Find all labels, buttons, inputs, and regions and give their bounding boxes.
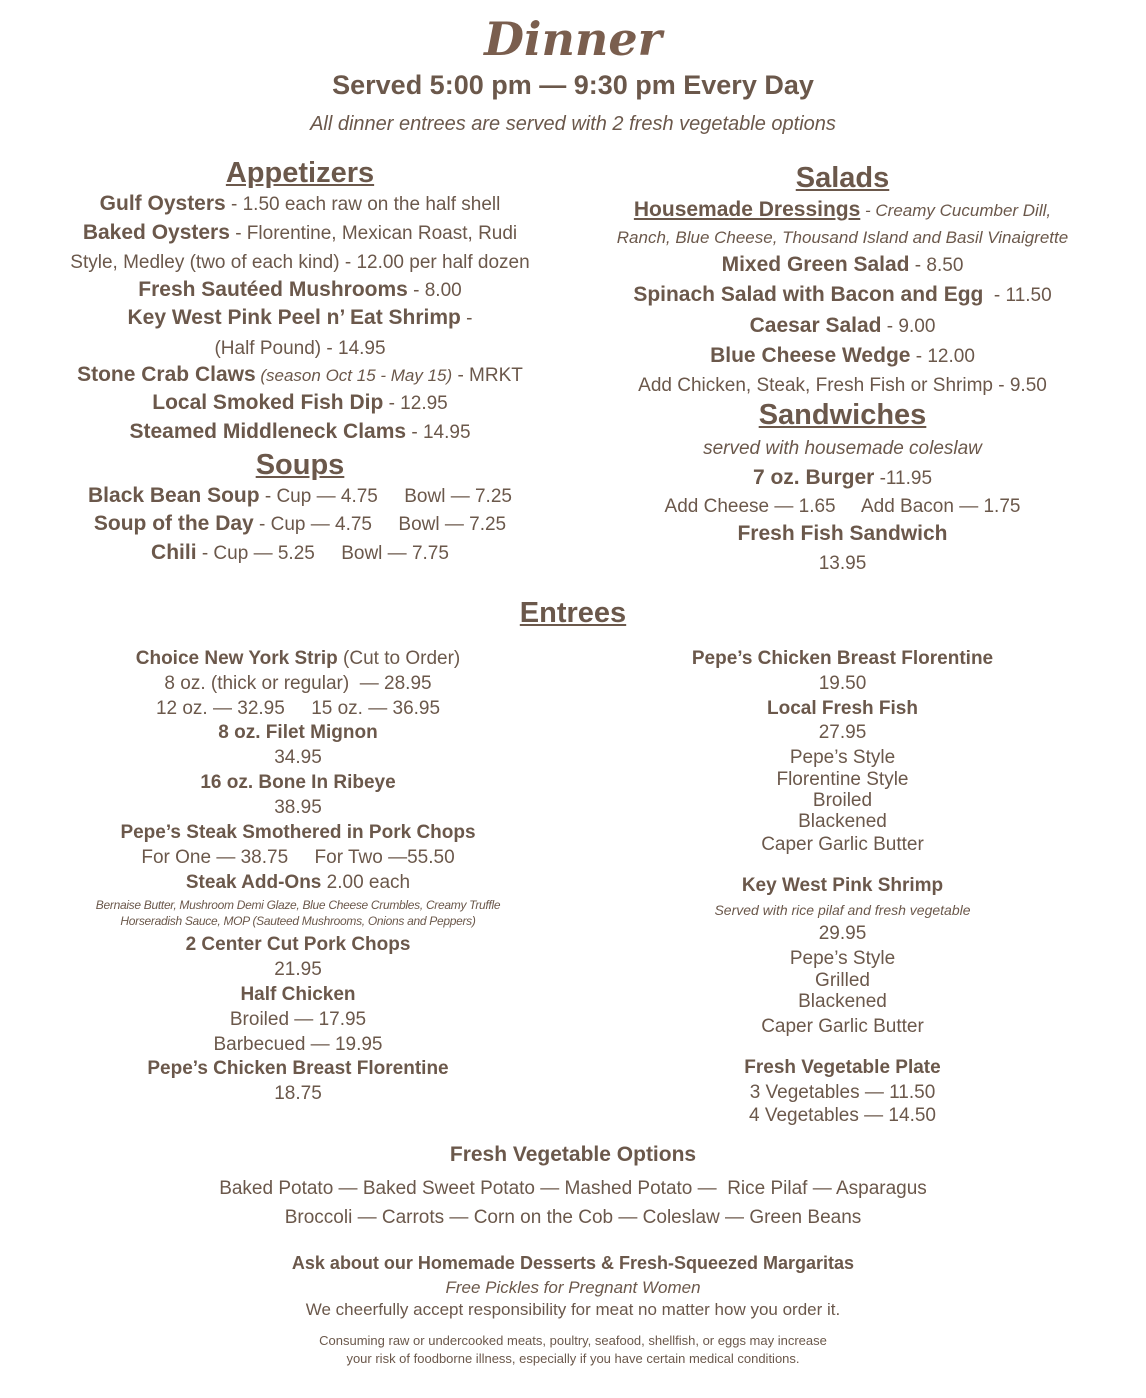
menu-item-gulf-oysters bbox=[40, 192, 560, 216]
menu-item-chili bbox=[40, 541, 560, 565]
item-name: Baked Oysters bbox=[82, 221, 230, 244]
burger-addons bbox=[590, 496, 1095, 518]
item-price: - Cup — 4.75 Bowl — 7.25 bbox=[259, 486, 512, 507]
item-price: 27.95 bbox=[818, 722, 867, 743]
item-price: - 12.95 bbox=[383, 393, 448, 414]
item-price: - 8.00 bbox=[407, 280, 462, 301]
fish-style: Florentine Style bbox=[776, 769, 909, 790]
entree-chicken-florentine-left: Pepe’s Chicken Breast Florentine bbox=[147, 1058, 449, 1079]
item-price: - 8.50 bbox=[909, 255, 964, 276]
item-name: 7 oz. Burger bbox=[752, 466, 875, 489]
fish-style: Blackened bbox=[798, 811, 887, 832]
shrimp-style: Caper Garlic Butter bbox=[761, 1016, 924, 1037]
entree-note: All dinner entrees are served with 2 fresh vegetable options bbox=[310, 113, 836, 135]
menu-item-baked-oysters bbox=[40, 221, 560, 245]
burger-addons-text: Add Cheese — 1.65 Add Bacon — 1.75 bbox=[664, 496, 1021, 517]
item-name: Gulf Oysters bbox=[99, 192, 226, 215]
soups-heading: Soups bbox=[255, 449, 345, 481]
fish-style: Broiled bbox=[812, 790, 873, 811]
item-name: Fresh Fish Sandwich bbox=[737, 522, 948, 545]
entree-filet: 8 oz. Filet Mignon bbox=[218, 722, 378, 743]
item-price: - Cup — 4.75 Bowl — 7.25 bbox=[253, 514, 507, 535]
item-name: Fresh Sautéed Mushrooms bbox=[138, 278, 408, 301]
item-price: -11.95 bbox=[874, 468, 933, 489]
entree-veg-plate: Fresh Vegetable Plate bbox=[744, 1057, 941, 1078]
item-price: 18.75 bbox=[274, 1083, 322, 1104]
health-warning: Consuming raw or undercooked meats, poultry, seafood, shellfish, or eggs may increase bbox=[319, 1333, 827, 1348]
menu-item-clams bbox=[40, 420, 560, 444]
item-name: Choice New York Strip bbox=[135, 648, 338, 669]
entree-steak-pork-chops: Pepe’s Steak Smothered in Pork Chops bbox=[120, 822, 476, 843]
item-price: 19.50 bbox=[818, 673, 867, 694]
item-season: (season Oct 15 - May 15) bbox=[255, 366, 453, 385]
item-desc-continued: Style, Medley (two of each kind) - 12.00 per half dozen bbox=[70, 252, 530, 273]
appetizers-heading: Appetizers bbox=[225, 157, 375, 189]
item-name: Housemade Dressings bbox=[633, 198, 861, 221]
item-price: 4 Vegetables — 14.50 bbox=[749, 1105, 936, 1126]
item-price: - 9.00 bbox=[881, 316, 936, 337]
health-warning-continued: your risk of foodborne illness, especially if you have certain medical conditions. bbox=[346, 1351, 800, 1366]
menu-item-fish-dip bbox=[40, 391, 560, 415]
entree-pork-chops: 2 Center Cut Pork Chops bbox=[185, 934, 411, 955]
item-price: 12 oz. — 32.95 15 oz. — 36.95 bbox=[155, 698, 441, 719]
veg-options-line: Baked Potato — Baked Sweet Potato — Mashed Potato — Rice Pilaf — Asparagus bbox=[219, 1178, 927, 1199]
item-price: 8 oz. (thick or regular) — 28.95 bbox=[164, 673, 432, 694]
item-price: 21.95 bbox=[274, 959, 322, 980]
item-desc: - 1.50 each raw on the half shell bbox=[225, 194, 501, 215]
menu-item-fish-sandwich bbox=[590, 522, 1095, 546]
item-price: Barbecued — 19.95 bbox=[213, 1034, 383, 1055]
entrees-heading: Entrees bbox=[519, 597, 627, 629]
item-price: - 11.50 bbox=[983, 285, 1052, 306]
meat-note: We cheerfully accept responsibility for meat no matter how you order it. bbox=[305, 1300, 841, 1319]
menu-item-mushrooms bbox=[40, 278, 560, 302]
menu-item-spinach bbox=[590, 283, 1095, 307]
item-name: Steak Add-Ons bbox=[185, 872, 322, 893]
entree-local-fish: Local Fresh Fish bbox=[767, 698, 918, 719]
entree-steak-addons bbox=[40, 872, 556, 894]
pickles-note: Free Pickles for Pregnant Women bbox=[445, 1278, 701, 1297]
item-price: - 14.95 bbox=[406, 422, 471, 443]
item-name: Caesar Salad bbox=[749, 314, 882, 337]
item-desc: - bbox=[460, 308, 473, 329]
entree-pink-shrimp: Key West Pink Shrimp bbox=[741, 875, 944, 896]
salads-heading: Salads bbox=[795, 162, 890, 194]
fish-style: Caper Garlic Butter bbox=[761, 834, 924, 855]
item-name: Steamed Middleneck Clams bbox=[129, 420, 407, 443]
shrimp-style: Grilled bbox=[815, 970, 870, 991]
item-price: - Cup — 5.25 Bowl — 7.75 bbox=[196, 543, 449, 564]
shrimp-style: Blackened bbox=[798, 991, 887, 1012]
entree-chicken-florentine-right: Pepe’s Chicken Breast Florentine bbox=[691, 648, 994, 669]
item-desc: - Florentine, Mexican Roast, Rudi bbox=[229, 223, 518, 244]
addons-list: Bernaise Butter, Mushroom Demi Glaze, Blue Cheese Crumbles, Creamy Truffle bbox=[95, 898, 501, 912]
page-title: Dinner bbox=[484, 12, 662, 66]
item-price: (Half Pound) - 14.95 bbox=[214, 338, 386, 359]
item-name: Stone Crab Claws bbox=[77, 363, 256, 386]
item-name: Key West Pink Peel n’ Eat Shrimp bbox=[127, 306, 461, 329]
menu-item-soup-of-day bbox=[40, 512, 560, 536]
item-name: Blue Cheese Wedge bbox=[710, 344, 911, 367]
item-name: Soup of the Day bbox=[93, 512, 254, 535]
desserts-note: Ask about our Homemade Desserts & Fresh-Squeezed Margaritas bbox=[291, 1253, 855, 1273]
shrimp-note: Served with rice pilaf and fresh vegetable bbox=[714, 902, 971, 918]
item-price: 38.95 bbox=[274, 797, 322, 818]
entree-ribeye: 16 oz. Bone In Ribeye bbox=[200, 772, 396, 793]
menu-item-dressings bbox=[590, 198, 1095, 222]
shrimp-style: Pepe’s Style bbox=[789, 948, 896, 969]
item-name: Mixed Green Salad bbox=[721, 253, 910, 276]
item-price: 3 Vegetables — 11.50 bbox=[749, 1082, 936, 1103]
entree-half-chicken: Half Chicken bbox=[240, 984, 356, 1005]
served-hours: Served 5:00 pm — 9:30 pm Every Day bbox=[332, 70, 814, 100]
item-desc: - Creamy Cucumber Dill, bbox=[860, 201, 1052, 220]
veg-options-heading: Fresh Vegetable Options bbox=[449, 1143, 697, 1166]
salad-addons: Add Chicken, Steak, Fresh Fish or Shrimp - 9.50 bbox=[638, 375, 1047, 396]
item-desc-continued: Ranch, Blue Cheese, Thousand Island and Basil Vinaigrette bbox=[616, 228, 1069, 247]
item-name: Spinach Salad with Bacon and Egg bbox=[633, 283, 984, 306]
item-name: Black Bean Soup bbox=[88, 484, 260, 507]
fish-style: Pepe’s Style bbox=[789, 747, 896, 768]
item-price: - 12.00 bbox=[910, 346, 975, 367]
item-price: Broiled — 17.95 bbox=[229, 1009, 367, 1030]
sandwiches-note: served with housemade coleslaw bbox=[703, 438, 982, 459]
addons-list-continued: Horseradish Sauce, MOP (Sauteed Mushrooms, Onions and Peppers) bbox=[120, 914, 476, 928]
veg-options-line: Broccoli — Carrots — Corn on the Cob — Coleslaw — Green Beans bbox=[284, 1207, 862, 1228]
item-price: For One — 38.75 For Two —55.50 bbox=[141, 847, 455, 868]
item-price: 2.00 each bbox=[321, 872, 411, 893]
item-price: 34.95 bbox=[274, 747, 322, 768]
sandwiches-heading: Sandwiches bbox=[758, 399, 927, 431]
item-note: (Cut to Order) bbox=[337, 648, 461, 669]
item-price: 29.95 bbox=[818, 923, 867, 944]
menu-item-caesar bbox=[590, 314, 1095, 338]
menu-item-burger bbox=[590, 466, 1095, 490]
item-price: - MRKT bbox=[452, 365, 523, 386]
menu-item-wedge bbox=[590, 344, 1095, 368]
item-price: 13.95 bbox=[818, 553, 867, 574]
menu-item-mixed-green bbox=[590, 253, 1095, 277]
menu-item-black-bean-soup bbox=[40, 484, 560, 508]
menu-item-stone-crab bbox=[40, 363, 560, 387]
entree-ny-strip bbox=[40, 648, 556, 670]
menu-item-peel-eat-shrimp bbox=[40, 306, 560, 330]
item-name: Local Smoked Fish Dip bbox=[152, 391, 384, 414]
item-name: Chili bbox=[151, 541, 197, 564]
